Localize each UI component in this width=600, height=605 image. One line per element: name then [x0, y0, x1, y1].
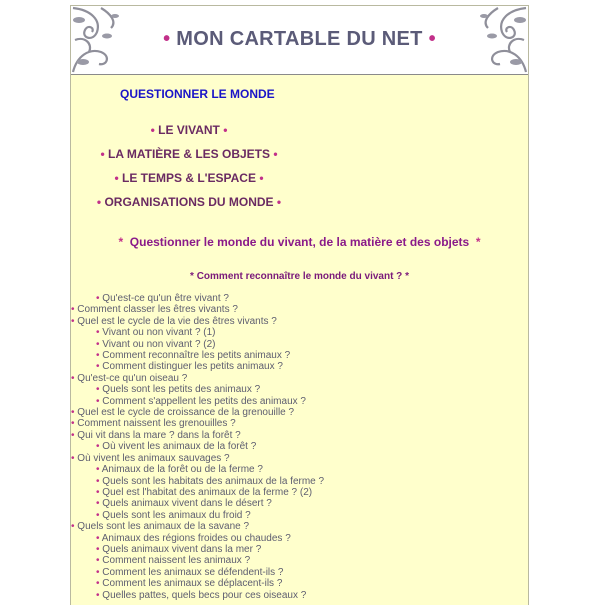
list-bullet: •	[96, 464, 100, 476]
topic-link-label: Où vivent les animaux sauvages ?	[77, 452, 230, 464]
topic-link-label: Comment classer les êtres vivants ?	[77, 304, 238, 316]
subsection-title: * Comment reconnaître le monde du vivant ? *	[190, 271, 409, 282]
site-header	[71, 6, 528, 75]
list-bullet: •	[96, 555, 100, 567]
topic-link[interactable]	[71, 430, 528, 441]
topic-link[interactable]	[71, 510, 528, 521]
list-bullet: •	[71, 372, 75, 384]
list-bullet: •	[96, 566, 100, 578]
topic-link-label: Quels sont les animaux de la savane ?	[77, 521, 250, 533]
topic-link[interactable]	[71, 544, 528, 555]
list-bullet: •	[96, 441, 100, 453]
topic-link[interactable]	[71, 304, 528, 315]
list-bullet: •	[71, 315, 75, 327]
topic-link[interactable]	[71, 327, 528, 338]
topic-link-label: Quels sont les animaux du froid ?	[102, 509, 251, 521]
main-section-title: * Questionner le monde du vivant, de la matière et des objets *	[118, 235, 481, 249]
topic-link[interactable]	[71, 555, 528, 566]
topic-link[interactable]	[71, 316, 528, 327]
list-bullet: •	[71, 521, 75, 533]
topic-link[interactable]	[71, 487, 528, 498]
nav-link-label: LE TEMPS & L'ESPACE	[122, 171, 256, 185]
topic-link-label: Comment naissent les animaux ?	[102, 555, 251, 567]
topic-link[interactable]	[71, 396, 528, 407]
topic-link-label: Animaux de la forêt ou de la ferme ?	[101, 464, 263, 476]
nav-link-vivant[interactable]: • LE VIVANT •	[150, 123, 228, 137]
topic-link[interactable]	[71, 441, 528, 452]
nav-link-label: LE VIVANT	[158, 123, 220, 137]
topic-link[interactable]	[71, 373, 528, 384]
topic-link[interactable]	[71, 533, 528, 544]
topic-link[interactable]	[71, 384, 528, 395]
topic-link[interactable]	[71, 567, 528, 578]
topic-link[interactable]	[71, 339, 528, 350]
topic-link[interactable]	[71, 578, 528, 589]
topic-link[interactable]	[71, 521, 528, 532]
topic-link-label: Quels sont les habitats des animaux de la ferme ?	[102, 475, 325, 487]
topic-link-label: Quel est le cycle de croissance de la grenouille ?	[77, 407, 295, 419]
list-bullet: •	[96, 384, 100, 396]
list-bullet: •	[96, 293, 100, 304]
topic-link-label: Vivant ou non vivant ? (1)	[102, 327, 216, 339]
topic-link-label: Comment les animaux se déplacent-ils ?	[102, 578, 283, 590]
list-bullet: •	[96, 486, 100, 498]
list-bullet: •	[96, 361, 100, 373]
topic-link-label: Qu'est-ce qu'un être vivant ?	[102, 293, 229, 304]
topic-link[interactable]	[71, 361, 528, 372]
site-title-text: MON CARTABLE DU NET	[176, 28, 423, 50]
list-bullet: •	[96, 350, 100, 362]
main-section-title-text: Questionner le monde du vivant, de la matière et des objets	[129, 235, 470, 249]
topic-link-label: Quels animaux vivent dans le désert ?	[102, 498, 272, 510]
topic-link[interactable]	[71, 476, 528, 487]
topic-link-label: Animaux des régions froides ou chaudes ?	[101, 532, 291, 544]
topic-link[interactable]	[71, 418, 528, 429]
topic-link[interactable]	[71, 498, 528, 509]
title-bullet-right: •	[428, 28, 436, 50]
nav-link-label: ORGANISATIONS DU MONDE	[104, 195, 274, 209]
topic-link-label: Vivant ou non vivant ? (2)	[102, 338, 216, 350]
topic-link-label: Comment reconnaître les petits animaux ?	[102, 350, 291, 362]
list-bullet: •	[96, 475, 100, 487]
topic-link-label: Qui vit dans la mare ? dans la forêt ?	[77, 429, 241, 441]
topic-link-label: Comment naissent les grenouilles ?	[77, 418, 236, 430]
topic-link-label: Qu'est-ce qu'un oiseau ?	[77, 372, 188, 384]
nav-link-label: LA MATIÈRE & LES OBJETS	[107, 147, 270, 161]
list-bullet: •	[96, 543, 100, 555]
topic-link[interactable]	[71, 350, 528, 361]
list-bullet: •	[71, 418, 75, 430]
list-bullet: •	[96, 509, 100, 521]
nav-link-temps-espace[interactable]: • LE TEMPS & L'ESPACE •	[114, 171, 264, 185]
topic-link[interactable]	[71, 293, 528, 304]
topic-link-label: Quel est l'habitat des animaux de la ferme ? (2)	[102, 486, 313, 498]
topic-link[interactable]	[71, 464, 528, 475]
list-bullet: •	[96, 578, 100, 590]
topic-link-label: Quel est le cycle de la vie des êtres vivants ?	[77, 315, 277, 327]
topic-link-label: Quels animaux vivent dans la mer ?	[102, 543, 262, 555]
nav-link-organisations-monde[interactable]: • ORGANISATIONS DU MONDE •	[96, 195, 282, 209]
topic-link[interactable]	[71, 407, 528, 418]
site-title[interactable]	[71, 28, 528, 51]
section-heading: QUESTIONNER LE MONDE	[120, 87, 275, 101]
topic-link-list	[71, 293, 528, 601]
page-content	[70, 5, 529, 605]
list-bullet: •	[96, 327, 100, 339]
topic-link-label: Où vivent les animaux de la forêt ?	[102, 441, 257, 453]
list-bullet: •	[96, 498, 100, 510]
list-bullet: •	[96, 395, 100, 407]
nav-link-matiere-objets[interactable]: • LA MATIÈRE & LES OBJETS •	[100, 147, 278, 161]
list-bullet: •	[96, 532, 100, 544]
topic-link[interactable]	[71, 590, 528, 601]
topic-link-label: Comment s'appellent les petits des animaux ?	[102, 395, 306, 407]
title-bullet-left: •	[163, 28, 171, 50]
topic-link-label: Quels sont les petits des animaux ?	[102, 384, 261, 396]
list-bullet: •	[96, 338, 100, 350]
list-bullet: •	[71, 429, 75, 441]
list-bullet: •	[71, 304, 75, 316]
topic-link[interactable]	[71, 453, 528, 464]
topic-link-label: Comment les animaux se défendent-ils ?	[102, 566, 284, 578]
list-bullet: •	[96, 589, 100, 601]
topic-link-label: Quelles pattes, quels becs pour ces oiseaux ?	[102, 589, 307, 601]
list-bullet: •	[71, 452, 75, 464]
topic-link-label: Comment distinguer les petits animaux ?	[102, 361, 283, 373]
list-bullet: •	[71, 407, 75, 419]
